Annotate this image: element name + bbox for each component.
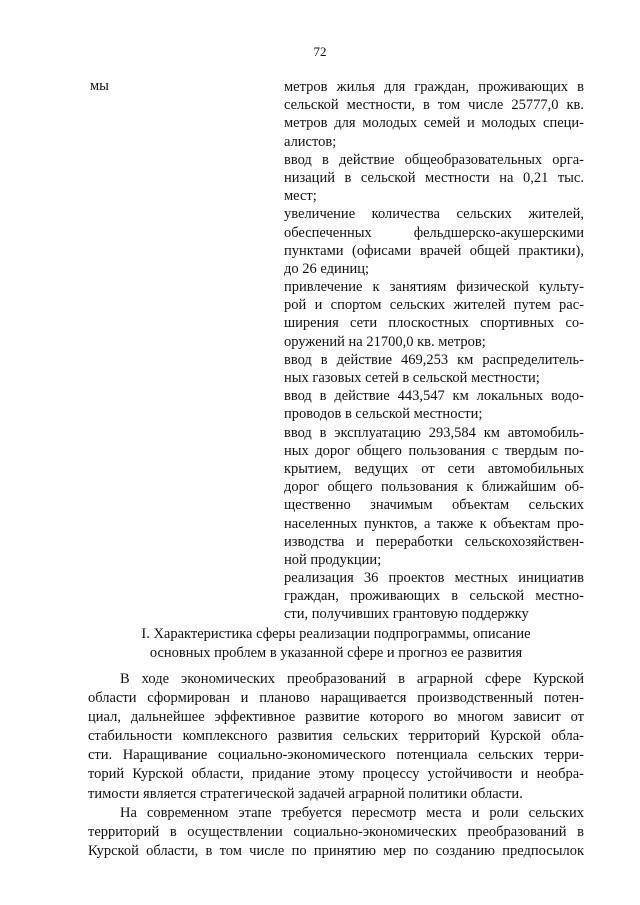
text-line: граждан, проживающих в сельской местно- [284, 588, 584, 605]
page-number: 72 [313, 44, 327, 59]
text-line: торий Курской области, придание этому процессу устойчивости и необра- [88, 766, 584, 783]
section-heading [88, 625, 584, 663]
text-line: пунктами (офисами врачей общей практики), [284, 242, 584, 259]
text-line: ввод в действие 469,253 км распределитель- [284, 351, 584, 368]
left-column-fragment: мы [90, 78, 109, 94]
text-line: дорог общего пользования к ближайшим об- [284, 479, 584, 496]
expected-results-column [284, 78, 584, 624]
text-line: ввод в эксплуатацию 293,584 км автомобиль- [284, 424, 584, 441]
text-line: щественно значимым объектам сельских [284, 497, 584, 514]
text-line: сельской местности, в том числе 25777,0 кв. [284, 97, 584, 114]
text-line: ных дорог общего пользования с твердым по- [284, 442, 584, 459]
text-line: ввод в действие общеобразовательных орга- [284, 151, 584, 168]
text-line: сти. Наращивание социально-экономического потенциала сельских терри- [88, 747, 584, 764]
text-line: оружений на 21700,0 кв. метров; [284, 333, 486, 350]
text-line: тимости является стратегической задачей аграрной политики области. [88, 785, 523, 802]
text-line: мест; [284, 188, 317, 205]
text-line: низаций в сельской местности на 0,21 тыс. [284, 169, 584, 186]
text-line: увеличение количества сельских жителей, [284, 206, 584, 223]
text-line: изводства и переработки сельскохозяйствен- [284, 533, 584, 550]
text-line: Курской области, в том числе по принятию мер по созданию предпосылок [88, 842, 584, 859]
text-line: обеспеченных фельдшерско-акушерскими [284, 224, 584, 241]
text-line: проводов в сельской местности; [284, 406, 483, 423]
text-line: населенных пунктов, а также к объектам про- [284, 515, 584, 532]
text-line: сти, получивших грантовую поддержку [284, 606, 529, 623]
text-line: ных газовых сетей в сельской местности; [284, 370, 540, 386]
heading-line: I. Характеристика сферы реализации подпрограммы, описание [141, 626, 531, 642]
text-line: территорий в осуществлении социально-экономических преобразований в [88, 823, 584, 840]
text-line: до 26 единиц; [284, 260, 370, 277]
text-line: рой и спортом сельских жителей путем рас- [284, 297, 584, 314]
text-line: метров жилья для граждан, проживающих в [284, 79, 584, 95]
text-line: ширения сети плоскостных спортивных со- [284, 315, 584, 332]
text-line: циал, дальнейшее эффективное развитие которого во многом зависит от [88, 709, 584, 726]
text-line: метров для молодых семей и молодых специ- [284, 115, 584, 132]
text-line: крытием, ведущих от сети автомобильных [284, 460, 584, 477]
text-line: ввод в действие 443,547 км локальных водо- [284, 388, 584, 405]
text-line: ной продукции; [284, 551, 382, 568]
heading-line: основных проблем в указанной сфере и прогноз ее развития [149, 645, 523, 661]
text-line: стабильности комплексного развития сельских территорий Курской обла- [88, 728, 584, 745]
text-line: В ходе экономических преобразований в аграрной сфере Курской [120, 671, 584, 687]
text-line: алистов; [284, 133, 337, 150]
text-line: области сформирован и планово наращивается производственный потен- [88, 690, 584, 707]
text-line: привлечение к занятиям физической культу- [284, 279, 584, 296]
text-line: реализация 36 проектов местных инициатив [284, 570, 584, 587]
body-paragraphs [88, 670, 584, 861]
text-line: На современном этапе требуется пересмотр места и роли сельских [120, 804, 584, 821]
